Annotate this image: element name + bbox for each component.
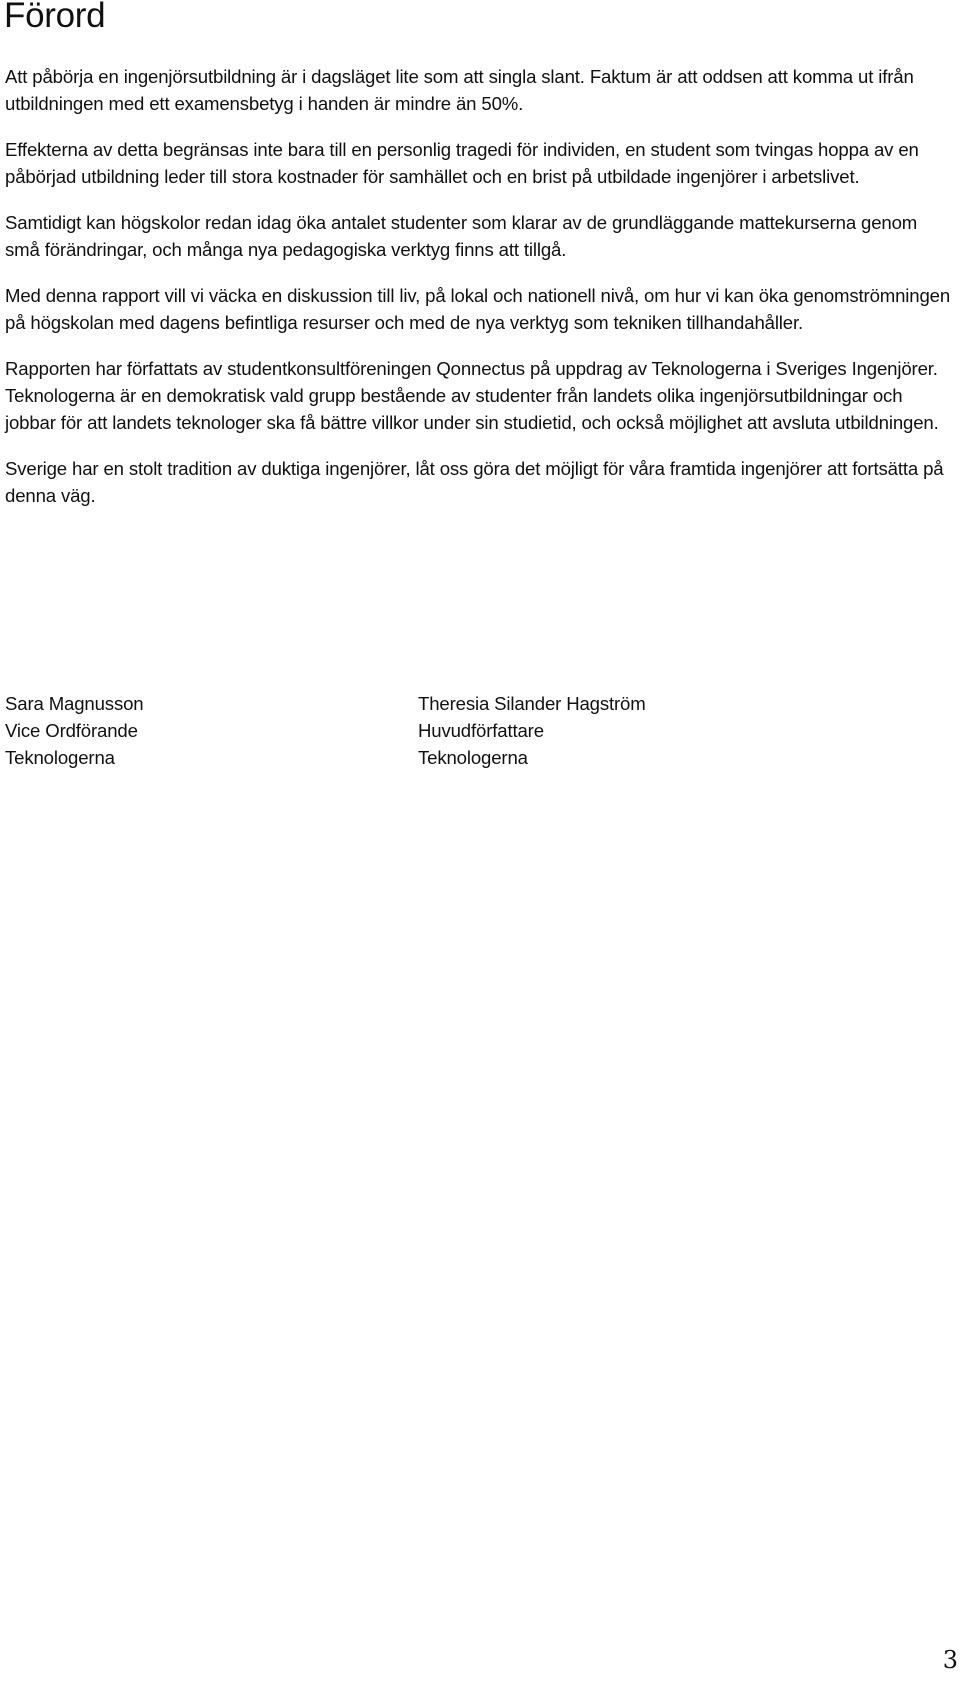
signer-role: Vice Ordförande bbox=[5, 720, 138, 741]
body-text bbox=[5, 63, 953, 528]
paragraph-closing: Sverige har en stolt tradition av duktiga ingenjörer, låt oss göra det möjligt för våra framtida ingenjörer att fortsätta på denna väg. bbox=[5, 458, 944, 506]
page-number: 3 bbox=[942, 1646, 958, 1674]
signer-name: Theresia Silander Hagström bbox=[418, 693, 646, 714]
paragraph-intro: Att påbörja en ingenjörsutbildning är i dagsläget lite som att singla slant. Faktum är att oddsen att komma ut ifrån utbildningen med ett examensbetyg i handen är mindre än 50%. bbox=[5, 66, 914, 114]
signer-organization: Teknologerna bbox=[418, 747, 528, 768]
paragraph-authorship: Rapporten har författats av studentkonsultföreningen Qonnectus på uppdrag av Teknologerna i Sveriges Ingenjörer. Teknologerna är en demokratisk vald grupp bestående av studenter från landets olika ingenjörsutbildningar och jobbar för att landets teknologer ska få bättre villkor under sin studietid, och också möjlighet att avsluta utbildningen. bbox=[5, 358, 939, 433]
paragraph-universities: Samtidigt kan högskolor redan idag öka antalet studenter som klarar av de grundläggande mattekurserna genom små förändringar, och många nya pedagogiska verktyg finns att tillgå. bbox=[5, 212, 918, 260]
paragraph-report-purpose: Med denna rapport vill vi väcka en diskussion till liv, på lokal och nationell nivå, om hur vi kan öka genomströmningen på högskolan med dagens befintliga resurser och med de nya verktyg som tekniken tillhandahåller. bbox=[5, 285, 951, 333]
signer-role: Huvudförfattare bbox=[418, 720, 544, 741]
signature-sara-magnusson bbox=[5, 690, 143, 771]
signer-organization: Teknologerna bbox=[5, 747, 115, 768]
page-title: Förord bbox=[4, 0, 106, 35]
signature-theresia-silander-hagstrom bbox=[418, 690, 646, 771]
signer-name: Sara Magnusson bbox=[5, 693, 144, 714]
paragraph-effects: Effekterna av detta begränsas inte bara till en personlig tragedi för individen, en student som tvingas hoppa av en påbörjad utbildning leder till stora kostnader för samhället och en brist på utbildade ingenjörer i arbetslivet. bbox=[5, 139, 919, 187]
